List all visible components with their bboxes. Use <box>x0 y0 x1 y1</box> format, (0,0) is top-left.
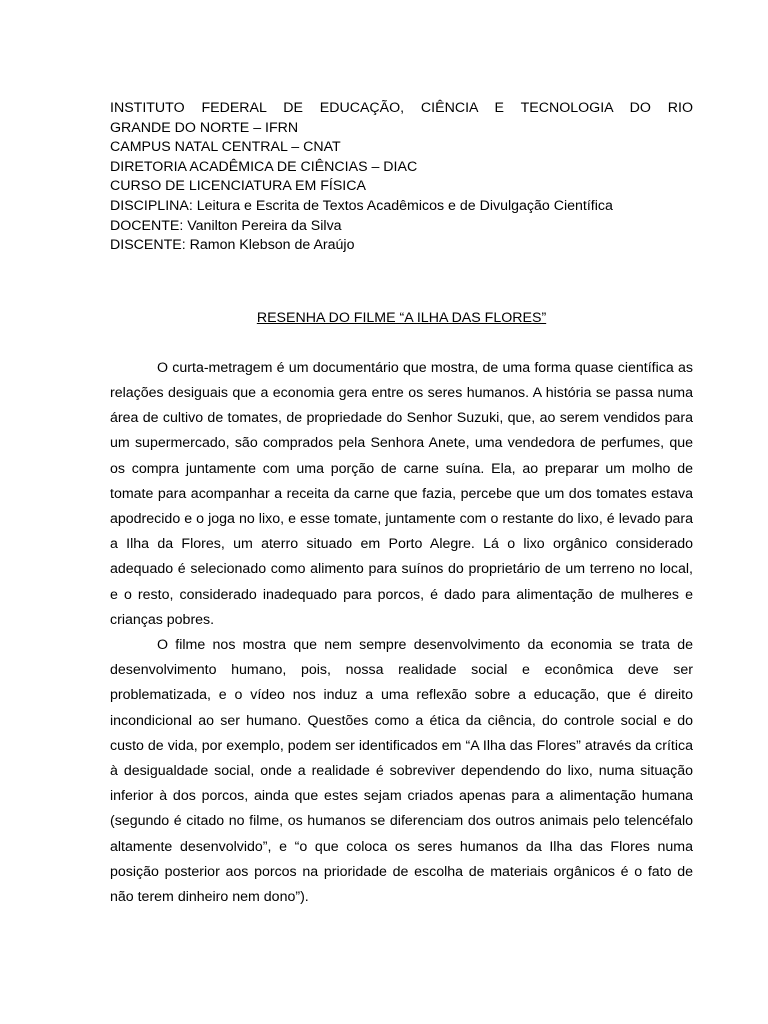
document-page <box>110 99 693 910</box>
body-paragraph-2: O filme nos mostra que nem sempre desenvolvimento da economia se trata de desenvolvimento humano, pois, nossa realidade social e econômica deve ser problematizada, e o vídeo nos induz a uma reflexão sobre a educação, que é direito incondicional ao ser humano. Questões como a ética da ciência, do controle social e do custo de vida, por exemplo, podem ser identificados em “A Ilha das Flores” através da crítica à desigualdade social, onde a realidade é sobreviver dependendo do lixo, numa situação inferior à dos porcos, ainda que estes sejam criados apenas para a alimentação humana (segundo é citado no filme, os humanos se diferenciam dos outros animais pelo telencéfalo altamente desenvolvido”, e “o que coloca os seres humanos da Ilha das Flores numa posição posterior aos porcos na prioridade de escolha de materiais orgânicos é o fato de não terem dinheiro nem dono”). <box>110 636 693 906</box>
header-institution-line-1: INSTITUTO FEDERAL DE EDUCAÇÃO, CIÊNCIA E TECNOLOGIA DO RIO <box>110 100 693 116</box>
header-teacher: DOCENTE: Vanilton Pereira da Silva <box>110 217 342 234</box>
document-title: RESENHA DO FILME “A ILHA DAS FLORES” <box>256 309 547 326</box>
document-header <box>110 99 693 256</box>
header-directorate: DIRETORIA ACADÊMICA DE CIÊNCIAS – DIAC <box>110 158 418 175</box>
header-campus: CAMPUS NATAL CENTRAL – CNAT <box>110 139 341 156</box>
document-body <box>110 356 693 910</box>
body-paragraph-1: O curta-metragem é um documentário que mostra, de uma forma quase científica as relações desiguais que a economia gera entre os seres humanos. A história se passa numa área de cultivo de tomates, de propriedade do Senhor Suzuki, que, ao serem vendidos para um supermercado, são comprados pela Senhora Anete, uma vendedora de perfumes, que os compra juntamente com uma porção de carne suína. Ela, ao preparar um molho de tomate para acompanhar a receita da carne que fazia, percebe que um dos tomates estava apodrecido e o joga no lixo, e esse tomate, juntamente com o restante do lixo, é levado para a Ilha da Flores, um aterro situado em Porto Alegre. Lá o lixo orgânico considerado adequado é selecionado como alimento para suínos do proprietário de um terreno no local, e o resto, considerado inadequado para porcos, é dado para alimentação de mulheres e crianças pobres. <box>110 359 693 628</box>
header-student: DISCENTE: Ramon Klebson de Araújo <box>110 237 355 254</box>
header-institution-line-2: GRANDE DO NORTE – IFRN <box>110 119 299 136</box>
header-discipline: DISCIPLINA: Leitura e Escrita de Textos Acadêmicos e de Divulgação Científica <box>110 197 613 214</box>
header-course: CURSO DE LICENCIATURA EM FÍSICA <box>110 178 366 195</box>
